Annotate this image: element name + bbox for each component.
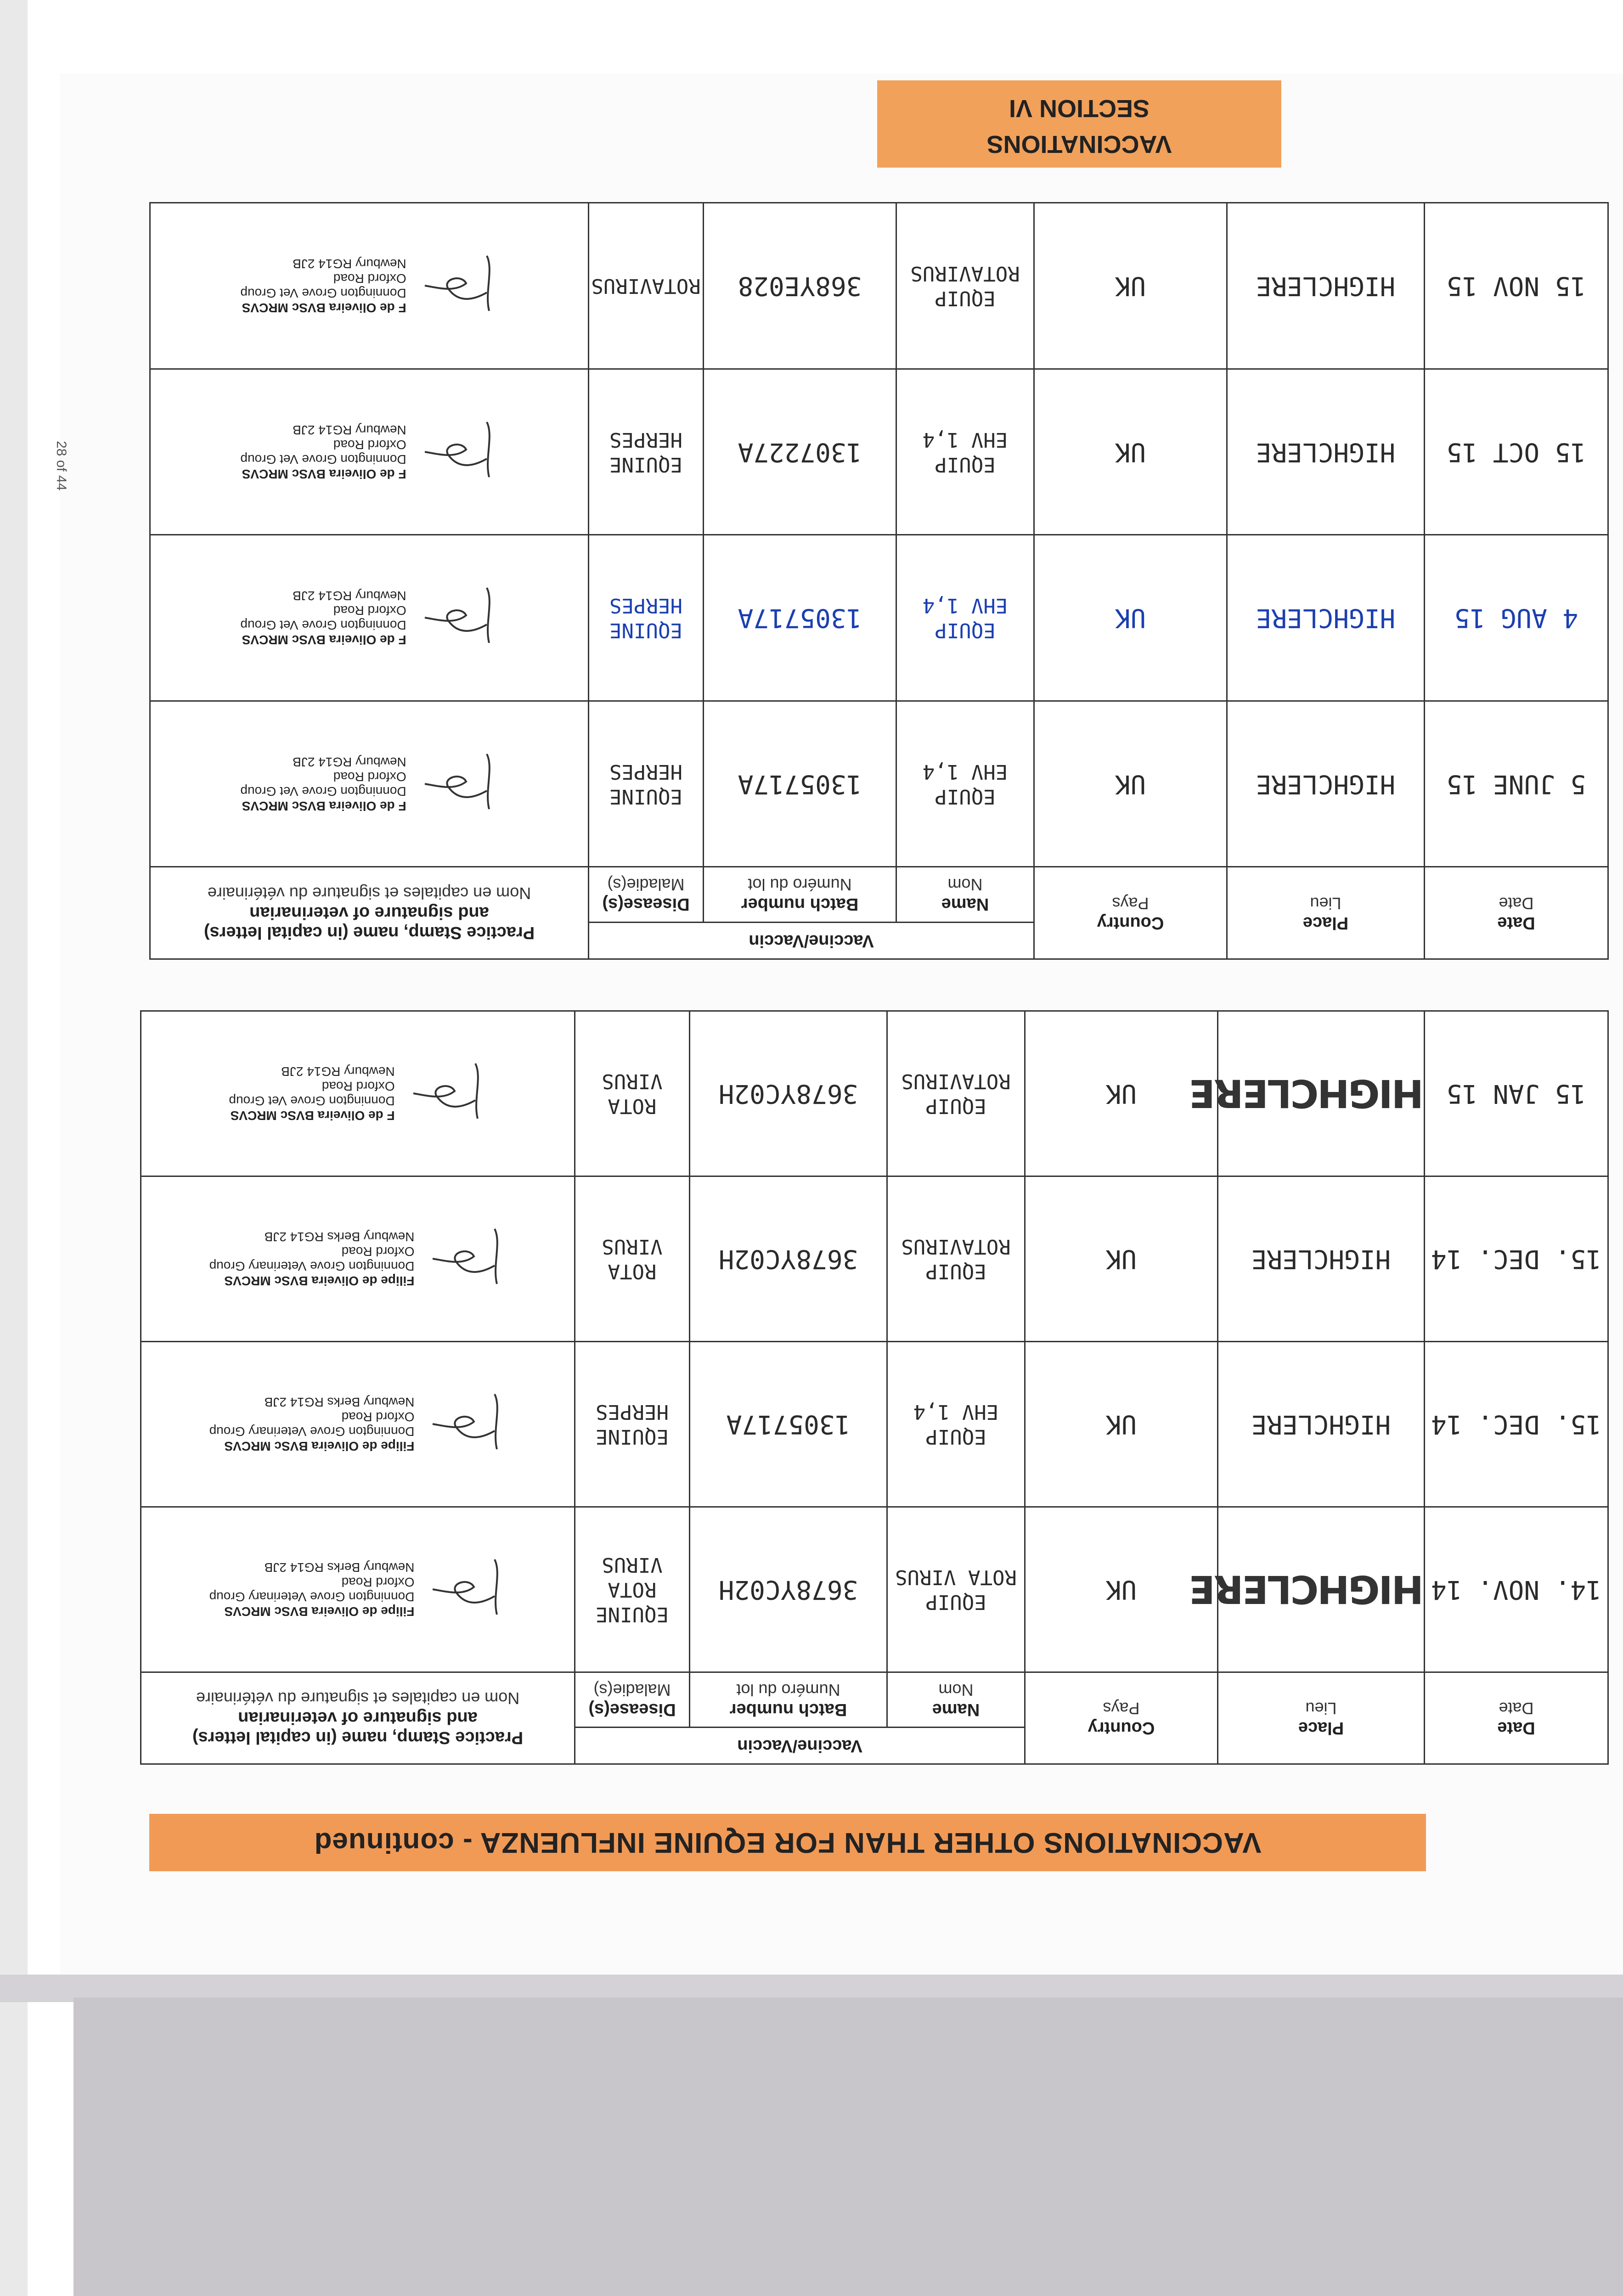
cell-vaccine-name bbox=[887, 1176, 1025, 1342]
cell-place bbox=[1227, 369, 1425, 535]
cell-date bbox=[1425, 535, 1608, 701]
stamp-line: Newbury RG14 2JB bbox=[281, 1064, 395, 1079]
cell-batch bbox=[704, 203, 896, 369]
stamp-line: Oxford Road bbox=[333, 769, 406, 784]
date-value: 15 OCT 15 bbox=[1446, 437, 1586, 467]
practice-stamp bbox=[240, 422, 406, 481]
cell-batch bbox=[690, 1011, 887, 1176]
vaccine-name-line2: EHV 1,4 bbox=[922, 594, 1008, 618]
cell-batch bbox=[704, 369, 896, 535]
signature-icon bbox=[420, 749, 498, 818]
cell-date bbox=[1425, 203, 1608, 369]
cell-date bbox=[1425, 369, 1608, 535]
stamp-line: Newbury Berks RG14 2JB bbox=[264, 1395, 415, 1410]
disease-line2: HERPES bbox=[609, 428, 682, 451]
header-stamp: Practice Stamp, name (in capital letters) and signature of veterinarian Nom en capitales et signature du vétérinaire bbox=[141, 1672, 575, 1764]
cell-batch bbox=[704, 535, 896, 701]
header-batch: Batch number Numéro du lot bbox=[704, 867, 896, 923]
table-row bbox=[150, 701, 1608, 867]
practice-stamp bbox=[229, 1064, 394, 1123]
section-banner-subtitle: SECTION VI bbox=[1009, 95, 1150, 122]
header-disease: Disease(s) Maladie(s) bbox=[589, 867, 704, 923]
cell-country bbox=[1025, 1011, 1218, 1176]
date-value: 14. NOV. 14 bbox=[1431, 1575, 1601, 1605]
batch-value: 368YE028 bbox=[738, 271, 862, 301]
scanner-edge bbox=[0, 0, 28, 2296]
header-country: Country Pays bbox=[1025, 1672, 1218, 1764]
vaccine-name-line1: EQUIP bbox=[935, 619, 996, 642]
vaccine-name-line1: EQUIP bbox=[925, 1590, 986, 1614]
table-row bbox=[150, 535, 1608, 701]
stamp-line: F de Oliveira BVSc MRCVS bbox=[242, 301, 406, 315]
header-date: Date Date bbox=[1425, 867, 1608, 959]
table-row bbox=[141, 1507, 1608, 1672]
cell-place bbox=[1227, 203, 1425, 369]
cell-country bbox=[1025, 1176, 1218, 1342]
section-banner-title: VACCINATIONS bbox=[986, 130, 1172, 158]
disease-line2: VIRUS bbox=[602, 1069, 663, 1093]
date-value: 15 JAN 15 bbox=[1446, 1079, 1586, 1109]
batch-value: 1305717A bbox=[738, 769, 862, 799]
cell-stamp bbox=[150, 701, 589, 867]
stamp-line: Oxford Road bbox=[333, 603, 406, 618]
cell-place bbox=[1218, 1342, 1425, 1507]
place-value: HIGHCLERE bbox=[1256, 603, 1396, 633]
vaccine-name-line2: EHV 1,4 bbox=[922, 760, 1008, 783]
date-value: 15 NOV 15 bbox=[1446, 271, 1586, 301]
table-row bbox=[141, 1176, 1608, 1342]
header-name: Name Nom bbox=[887, 1672, 1025, 1728]
cell-stamp bbox=[141, 1176, 575, 1342]
batch-value: 3678YC02H bbox=[718, 1079, 858, 1109]
stamp-line: Donnington Grove Veterinary Group bbox=[209, 1424, 415, 1439]
place-value: HIGHCLERE bbox=[1251, 1409, 1391, 1440]
practice-stamp bbox=[240, 754, 406, 813]
stamp-line: Donnington Grove Veterinary Group bbox=[209, 1590, 415, 1604]
practice-stamp bbox=[240, 256, 406, 315]
batch-value: 1307227A bbox=[738, 437, 862, 467]
batch-value: 3678YC02H bbox=[718, 1244, 858, 1274]
cell-disease bbox=[589, 369, 704, 535]
place-value: HIGHCLERE bbox=[1251, 1244, 1391, 1274]
section-banner bbox=[877, 80, 1281, 168]
place-value: HIGHCLERE bbox=[1256, 271, 1396, 301]
disease-line1: ROTAVIRUS bbox=[591, 274, 701, 298]
stamp-line: F de Oliveira BVSc MRCVS bbox=[242, 633, 406, 647]
signature-icon bbox=[428, 1390, 506, 1459]
disease-line1: EQUINE bbox=[596, 1603, 669, 1626]
date-value: 4 AUG 15 bbox=[1454, 603, 1578, 633]
lower-vaccination-table bbox=[140, 1010, 1609, 1765]
vaccine-name-line2: EHV 1,4 bbox=[913, 1400, 999, 1424]
stamp-line: Newbury RG14 2JB bbox=[293, 257, 406, 271]
signature-icon bbox=[420, 251, 498, 320]
table-row bbox=[150, 203, 1608, 369]
stamp-line: Newbury RG14 2JB bbox=[293, 754, 406, 769]
stamp-line: F de Oliveira BVSc MRCVS bbox=[230, 1109, 395, 1123]
cell-stamp bbox=[141, 1342, 575, 1507]
disease-line1: ROTA bbox=[608, 1260, 657, 1283]
vaccine-name-line1: EQUIP bbox=[925, 1425, 986, 1449]
stamp-line: Oxford Road bbox=[333, 271, 406, 286]
cell-country bbox=[1034, 535, 1227, 701]
stamp-line: Filipe de Oliveira BVSc MRCVS bbox=[224, 1439, 415, 1454]
cell-place bbox=[1227, 701, 1425, 867]
table-row bbox=[150, 369, 1608, 535]
cell-place bbox=[1190, 1507, 1425, 1672]
place-value: HIGHCLERE bbox=[1256, 437, 1396, 467]
header-stamp: Practice Stamp, name (in capital letters) and signature of veterinarian Nom en capitales et signature du vétérinaire bbox=[150, 867, 589, 959]
vaccine-name-line2: ROTA VIRUS bbox=[895, 1565, 1017, 1589]
table-row bbox=[141, 1342, 1608, 1507]
vaccine-name-line1: EQUIP bbox=[935, 287, 996, 310]
stamp-line: Oxford Road bbox=[321, 1079, 395, 1094]
binder-background bbox=[73, 1998, 1623, 2296]
stamp-line: F de Oliveira BVSc MRCVS bbox=[242, 799, 406, 813]
page-number: 28 of 44 bbox=[54, 441, 69, 491]
cell-stamp bbox=[150, 535, 589, 701]
cell-place bbox=[1227, 535, 1425, 701]
stamp-line: Oxford Road bbox=[333, 437, 406, 452]
cell-date bbox=[1425, 1342, 1608, 1507]
disease-line1: EQUINE bbox=[609, 619, 682, 642]
stamp-line: Newbury Berks RG14 2JB bbox=[264, 1230, 415, 1244]
vaccine-name-line2: ROTAVIRUS bbox=[901, 1235, 1011, 1259]
signature-icon bbox=[420, 417, 498, 486]
header-place: Place Lieu bbox=[1227, 867, 1425, 959]
continued-banner: VACCINATIONS OTHER THAN FOR EQUINE INFLUENZA - continued bbox=[149, 1814, 1426, 1871]
stamp-line: Donnington Grove Vet Group bbox=[240, 784, 406, 799]
stamp-line: Newbury RG14 2JB bbox=[293, 589, 406, 603]
header-country: Country Pays bbox=[1034, 867, 1227, 959]
cell-place bbox=[1218, 1176, 1425, 1342]
date-value: 5 JUNE 15 bbox=[1446, 769, 1586, 799]
vaccine-name-line1: EQUIP bbox=[935, 452, 996, 476]
cell-date bbox=[1425, 701, 1608, 867]
cell-disease bbox=[589, 535, 704, 701]
vaccine-name-line1: EQUIP bbox=[925, 1260, 986, 1283]
practice-stamp bbox=[209, 1560, 415, 1619]
cell-disease bbox=[575, 1011, 690, 1176]
header-disease: Disease(s) Maladie(s) bbox=[575, 1672, 690, 1728]
signature-icon bbox=[428, 1225, 506, 1294]
disease-line1: EQUINE bbox=[609, 784, 682, 808]
cell-disease bbox=[589, 203, 704, 369]
country-value: UK bbox=[1115, 603, 1146, 633]
cell-vaccine-name bbox=[887, 1342, 1025, 1507]
place-value: HIGHCLERE bbox=[1190, 1071, 1424, 1116]
header-vaccine-group: Vaccine/Vaccin bbox=[589, 922, 1034, 959]
country-value: UK bbox=[1115, 437, 1146, 467]
date-value: 15. DEC. 14 bbox=[1431, 1244, 1601, 1274]
cell-vaccine-name bbox=[896, 701, 1034, 867]
country-value: UK bbox=[1105, 1409, 1137, 1440]
vaccine-name-line2: EHV 1,4 bbox=[922, 428, 1008, 451]
stamp-line: Donnington Grove Vet Group bbox=[240, 452, 406, 467]
disease-line2: HERPES bbox=[596, 1400, 669, 1424]
cell-batch bbox=[690, 1342, 887, 1507]
signature-icon bbox=[420, 583, 498, 652]
header-vaccine-group: Vaccine/Vaccin bbox=[575, 1728, 1025, 1764]
stamp-line: Donnington Grove Vet Group bbox=[229, 1094, 395, 1109]
cell-vaccine-name bbox=[896, 203, 1034, 369]
cell-vaccine-name bbox=[887, 1507, 1025, 1672]
disease-line2: HERPES bbox=[609, 594, 682, 618]
stamp-line: Newbury Berks RG14 2JB bbox=[264, 1560, 415, 1575]
upper-vaccination-table bbox=[149, 202, 1609, 960]
header-place: Place Lieu bbox=[1218, 1672, 1425, 1764]
cell-country bbox=[1025, 1342, 1218, 1507]
country-value: UK bbox=[1105, 1079, 1137, 1109]
disease-line1: ROTA bbox=[608, 1094, 657, 1118]
vaccine-name-line2: ROTAVIRUS bbox=[910, 262, 1020, 286]
cell-vaccine-name bbox=[887, 1011, 1025, 1176]
stamp-line: Filipe de Oliveira BVSc MRCVS bbox=[224, 1274, 415, 1289]
cell-country bbox=[1034, 203, 1227, 369]
stamp-line: F de Oliveira BVSc MRCVS bbox=[242, 467, 406, 481]
cell-country bbox=[1034, 369, 1227, 535]
cell-disease bbox=[589, 701, 704, 867]
stamp-line: Donnington Grove Vet Group bbox=[240, 618, 406, 633]
header-batch: Batch number Numéro du lot bbox=[690, 1672, 887, 1728]
country-value: UK bbox=[1105, 1244, 1137, 1274]
country-value: UK bbox=[1115, 769, 1146, 799]
cell-country bbox=[1034, 701, 1227, 867]
signature-icon bbox=[428, 1555, 506, 1624]
cell-disease bbox=[575, 1176, 690, 1342]
disease-line1: EQUINE bbox=[609, 452, 682, 476]
cell-place bbox=[1190, 1011, 1425, 1176]
practice-stamp bbox=[209, 1395, 415, 1454]
cell-vaccine-name bbox=[896, 535, 1034, 701]
stamp-line: Donnington Grove Vet Group bbox=[240, 286, 406, 301]
stamp-line: Oxford Road bbox=[341, 1410, 415, 1424]
cell-batch bbox=[690, 1507, 887, 1672]
stamp-line: Newbury RG14 2JB bbox=[293, 422, 406, 437]
header-date: Date Date bbox=[1425, 1672, 1608, 1764]
disease-line2: VIRUS bbox=[602, 1235, 663, 1259]
cell-batch bbox=[690, 1176, 887, 1342]
cell-stamp bbox=[150, 369, 589, 535]
cell-stamp bbox=[141, 1507, 575, 1672]
stamp-line: Filipe de Oliveira BVSc MRCVS bbox=[224, 1604, 415, 1619]
vaccine-name-line1: EQUIP bbox=[925, 1094, 986, 1118]
disease-line2: ROTA VIRUS bbox=[602, 1553, 663, 1602]
date-value: 15. DEC. 14 bbox=[1431, 1409, 1601, 1440]
stamp-line: Oxford Road bbox=[341, 1575, 415, 1590]
disease-line1: EQUINE bbox=[596, 1425, 669, 1449]
cell-batch bbox=[704, 701, 896, 867]
practice-stamp bbox=[209, 1230, 415, 1289]
cell-date bbox=[1425, 1176, 1608, 1342]
practice-stamp bbox=[240, 588, 406, 647]
cell-vaccine-name bbox=[896, 369, 1034, 535]
disease-line2: HERPES bbox=[609, 760, 682, 783]
table-row bbox=[141, 1011, 1608, 1176]
vaccine-name-line2: ROTAVIRUS bbox=[901, 1069, 1011, 1093]
vaccine-name-line1: EQUIP bbox=[935, 784, 996, 808]
cell-country bbox=[1025, 1507, 1218, 1672]
country-value: UK bbox=[1115, 271, 1146, 301]
cell-disease bbox=[575, 1507, 690, 1672]
batch-value: 1305717A bbox=[726, 1409, 851, 1440]
header-name: Name Nom bbox=[896, 867, 1034, 923]
signature-icon bbox=[409, 1059, 487, 1128]
country-value: UK bbox=[1105, 1575, 1137, 1605]
cell-date bbox=[1425, 1507, 1608, 1672]
cell-date bbox=[1425, 1011, 1608, 1176]
batch-value: 3678YC02H bbox=[718, 1575, 858, 1605]
cell-stamp bbox=[141, 1011, 575, 1176]
place-value: HIGHCLERE bbox=[1190, 1567, 1424, 1612]
place-value: HIGHCLERE bbox=[1256, 769, 1396, 799]
stamp-line: Donnington Grove Veterinary Group bbox=[209, 1259, 415, 1274]
cell-disease bbox=[575, 1342, 690, 1507]
batch-value: 1305717A bbox=[738, 603, 862, 633]
cell-stamp bbox=[150, 203, 589, 369]
stamp-line: Oxford Road bbox=[341, 1244, 415, 1259]
